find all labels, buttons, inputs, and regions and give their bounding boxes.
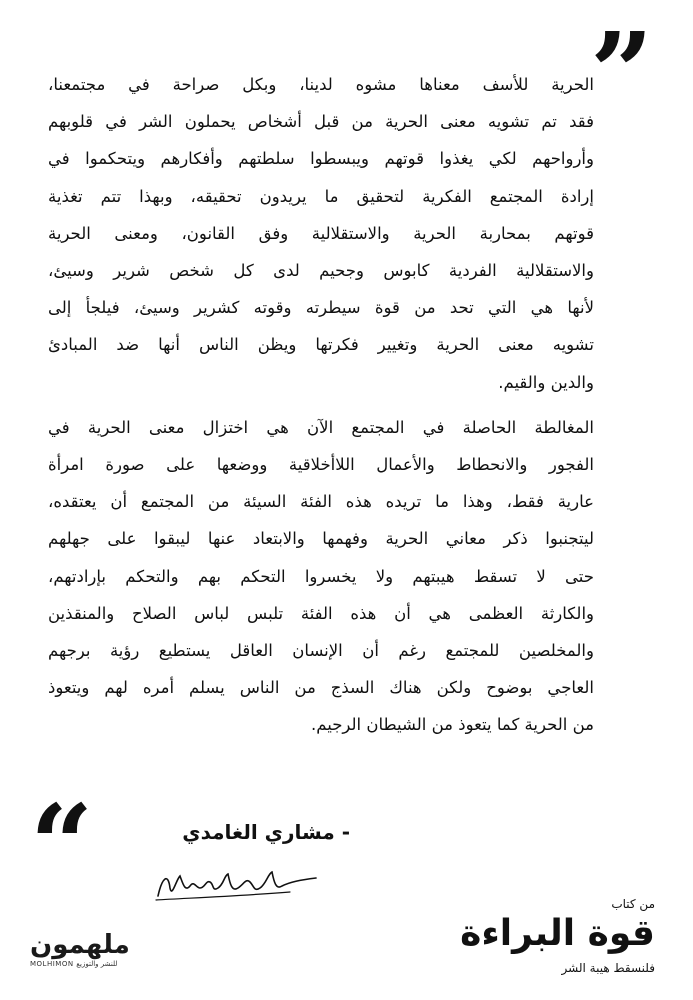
author-signature: [150, 858, 320, 908]
text-line: من الحرية كما يتعوذ من الشيطان الرجيم.: [310, 715, 594, 735]
opening-quote-mark: ”: [590, 8, 654, 137]
author-name: - مشاري الغامدي: [182, 820, 350, 844]
book-prefix: من كتاب: [611, 897, 655, 911]
text-line: الحرية للأسف معناها مشوه لدينا، وبكل صراحة في مجتمعنا،: [48, 75, 594, 94]
text-line: لأنها هي التي تحد من قوة سيطرته وقوته كشرير وسيئ، فيلجأ إلى: [48, 298, 594, 318]
text-line: قوتهم بمحاربة الحرية والاستقلالية وفق القانون، ومعنى الحرية: [48, 223, 594, 243]
paragraph-2: [48, 409, 594, 744]
book-credit: [430, 896, 655, 976]
book-subtitle: فلنسقط هيبة الشر: [561, 961, 655, 975]
text-line: المغالطة الحاصلة في المجتمع الآن هي اختزال معنى الحرية في: [48, 417, 594, 437]
closing-quote-mark: “: [30, 780, 94, 909]
text-line: وأرواحهم لكي يغذوا قوتهم ويبسطوا سلطتهم وأفكارهم ويتحكموا في: [48, 149, 594, 169]
publisher-tagline: MOLHIMON للنشر والتوزيع: [30, 960, 118, 968]
text-line: الفجور والانحطاط والأعمال اللاأخلاقية ووضعها على صورة امرأة: [48, 455, 594, 475]
text-line: إرادة المجتمع الفكرية لتحقيق ما يريدون تحقيقه، وبهذا تتم تغذية: [48, 186, 594, 206]
text-line: عارية فقط، وهذا ما تريده هذه الفئة السيئة من المجتمع أن يعتقده،: [48, 492, 594, 512]
publisher-name: ملهمون: [30, 930, 130, 960]
text-line: فقد تم تشويه معنى الحرية من قبل أشخاص يحملون الشر في قلوبهم: [48, 112, 594, 132]
book-title: قوة البراءة: [460, 913, 655, 954]
text-line: والمخلصين للمجتمع رغم أن الإنسان العاقل يستطيع رؤية برجهم: [48, 641, 594, 661]
text-line: حتى لا تسقط هيبتهم ولا يخسروا التحكم بهم والتحكم بإرادتهم،: [48, 566, 594, 586]
quote-body: [48, 66, 594, 744]
paragraph-1: [48, 66, 594, 401]
text-line: والدين والقيم.: [498, 372, 594, 392]
publisher-logo: [30, 930, 130, 980]
text-line: والكارثة العظمى هي أن هذه الفئة تلبس لباس الصلاح والمنقذين: [48, 603, 594, 623]
text-line: العاجي بوضوح ولكن هناك السذج من الناس يسلم أمره لهم ويتعوذ: [48, 678, 594, 698]
text-line: تشويه معنى الحرية وتغيير فكرتها ويظن الناس أنها ضد المبادئ: [48, 335, 594, 355]
text-line: والاستقلالية الفردية كابوس وجحيم لدى كل شخص شرير وسيئ،: [48, 261, 594, 281]
text-line: ليتجنبوا ذكر معاني الحرية وفهمها والابتعاد عنها ليبقوا على جهلهم: [48, 529, 594, 549]
signature-icon: [150, 858, 320, 908]
